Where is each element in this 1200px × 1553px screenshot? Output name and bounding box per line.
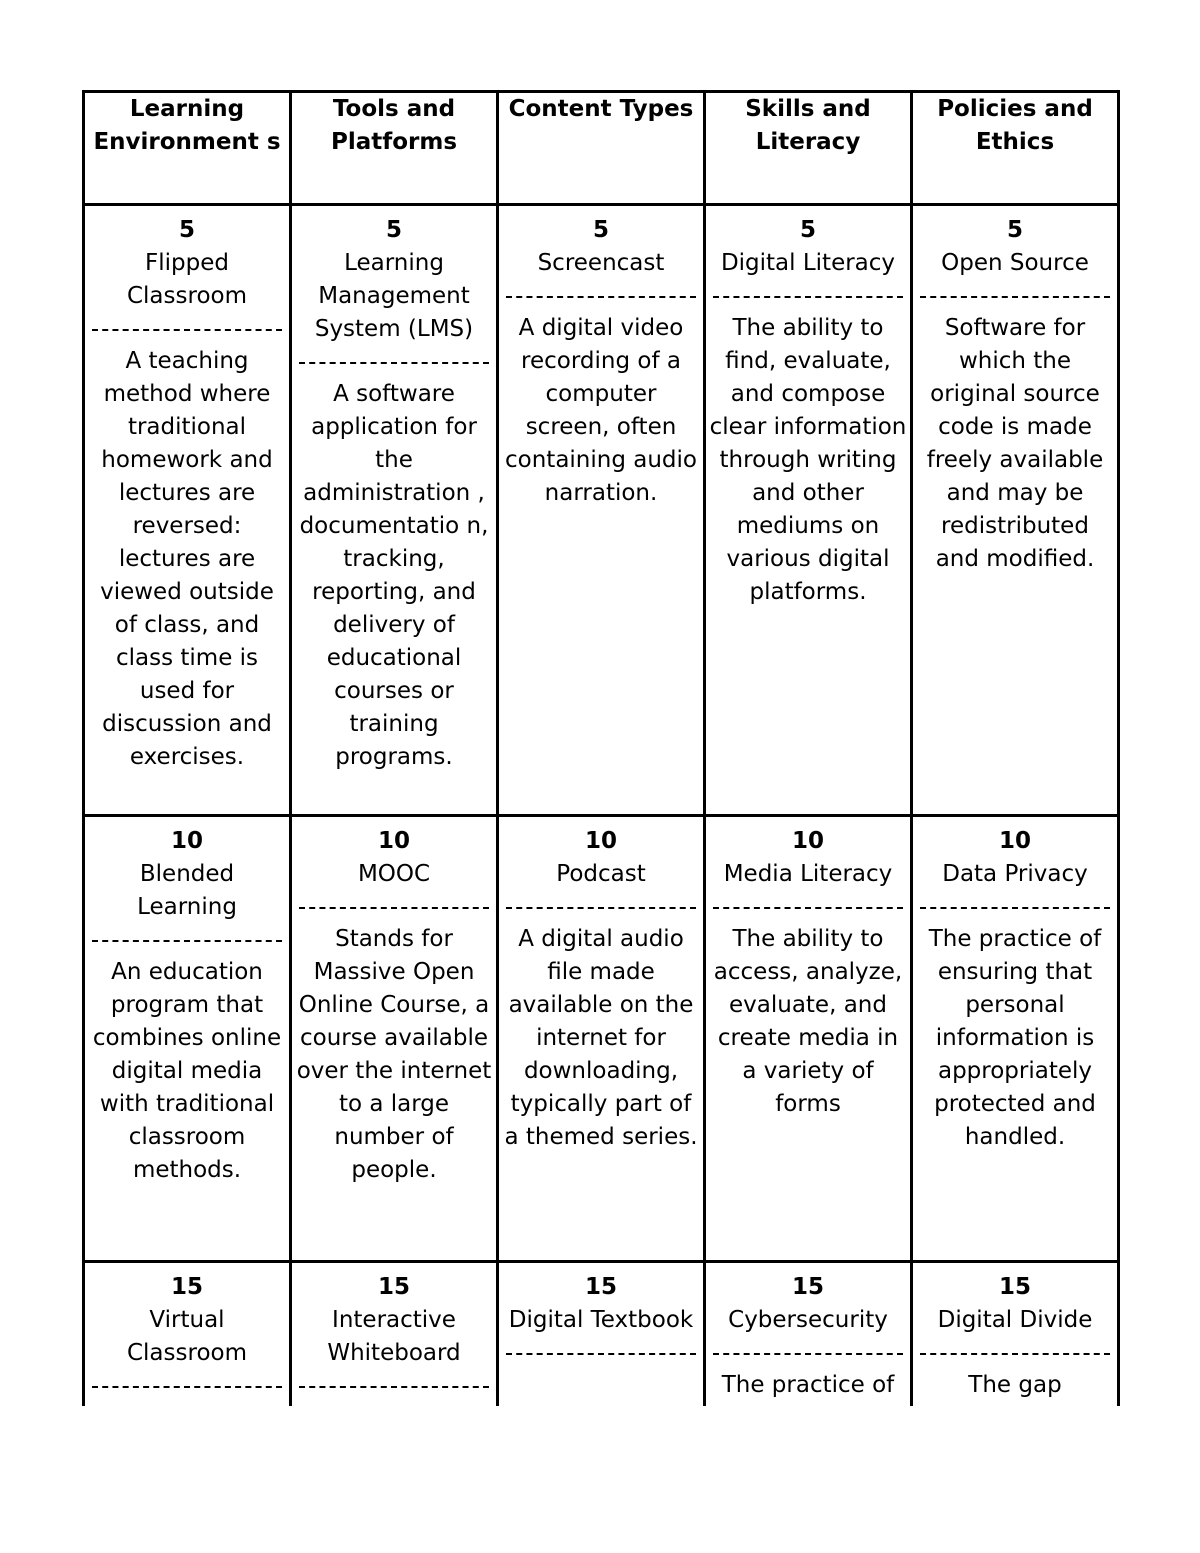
point-value: 10 (998, 828, 1031, 854)
point-value: 5 (1006, 217, 1023, 243)
term: Learning Management System (LMS) (314, 250, 474, 342)
separator (299, 907, 489, 909)
table-cell (84, 205, 291, 816)
term: Flipped Classroom (126, 250, 247, 309)
table-cell (912, 205, 1119, 816)
point-value: 5 (592, 217, 609, 243)
separator (920, 1353, 1110, 1355)
definition: A software application for the administration , documentatio n, tracking, reporting, and delivery of educational courses or training programs. (299, 381, 489, 770)
definition: A teaching method where traditional homework and lectures are reversed: lectures are viewed outside of class, and class time is used for discussion and exercises. (100, 348, 274, 770)
term: Podcast (556, 861, 646, 887)
separator (92, 1386, 282, 1388)
term: Interactive Whiteboard (327, 1307, 461, 1366)
definition: The practice of ensuring that personal information is appropriately protected and handled. (928, 926, 1102, 1150)
term: Screencast (537, 250, 665, 276)
point-value: 10 (170, 828, 203, 854)
header-row (84, 92, 1119, 205)
category-header: Learning Environment s (84, 92, 291, 205)
term: Virtual Classroom (126, 1307, 247, 1366)
term: Open Source (941, 250, 1089, 276)
separator (920, 296, 1110, 298)
definition: Software for which the original source code is made freely available and may be redistributed and modified. (926, 315, 1104, 572)
definition: A digital audio file made available on the internet for downloading, typically part of a themed series. (504, 926, 698, 1150)
definition: The ability to access, analyze, evaluate, and create media in a variety of forms (713, 926, 903, 1117)
separator (506, 1353, 696, 1355)
separator (92, 329, 282, 331)
table-cell (705, 816, 912, 1262)
term: Media Literacy (723, 861, 893, 887)
table-row (84, 1262, 1119, 1407)
separator (299, 362, 489, 364)
point-value: 5 (799, 217, 816, 243)
category-header: Policies and Ethics (912, 92, 1119, 205)
separator (92, 940, 282, 942)
separator (920, 907, 1110, 909)
term: Digital Divide (937, 1307, 1093, 1333)
definition: An education program that combines online digital media with traditional classroom methods. (92, 959, 282, 1183)
table-cell (705, 205, 912, 816)
definition: The practice of (721, 1372, 895, 1398)
term: Digital Textbook (508, 1307, 694, 1333)
point-value: 15 (791, 1274, 824, 1300)
separator (713, 1353, 903, 1355)
definition: A digital video recording of a computer screen, often containing audio narration. (505, 315, 697, 506)
separator (299, 1386, 489, 1388)
point-value: 10 (791, 828, 824, 854)
category-header: Tools and Platforms (291, 92, 498, 205)
category-header: Content Types (498, 92, 705, 205)
table-cell (498, 816, 705, 1262)
separator (506, 907, 696, 909)
definition: The gap (968, 1372, 1062, 1398)
table-cell (84, 1262, 291, 1407)
table-cell (84, 816, 291, 1262)
term: Cybersecurity (728, 1307, 888, 1333)
point-value: 10 (377, 828, 410, 854)
term: MOOC (357, 861, 431, 887)
term: Data Privacy (942, 861, 1088, 887)
definition: The ability to find, evaluate, and compose clear information through writing and other mediums on various digital platforms. (709, 315, 907, 605)
separator (506, 296, 696, 298)
separator (713, 296, 903, 298)
separator (713, 907, 903, 909)
definition: Stands for Massive Open Online Course, a course available over the internet to a large number of people. (296, 926, 492, 1183)
jeopardy-table (82, 90, 1120, 1406)
table-cell (912, 1262, 1119, 1407)
point-value: 10 (584, 828, 617, 854)
point-value: 15 (170, 1274, 203, 1300)
point-value: 15 (584, 1274, 617, 1300)
point-value: 15 (377, 1274, 410, 1300)
table-cell (291, 816, 498, 1262)
table-row (84, 205, 1119, 816)
page-area (80, 88, 1120, 1406)
table-cell (705, 1262, 912, 1407)
point-value: 5 (178, 217, 195, 243)
term: Blended Learning (137, 861, 237, 920)
table-row (84, 816, 1119, 1262)
point-value: 15 (998, 1274, 1031, 1300)
table-cell (291, 205, 498, 816)
term: Digital Literacy (720, 250, 896, 276)
point-value: 5 (385, 217, 402, 243)
table-cell (912, 816, 1119, 1262)
table-cell (498, 1262, 705, 1407)
category-header: Skills and Literacy (705, 92, 912, 205)
table-cell (291, 1262, 498, 1407)
table-cell (498, 205, 705, 816)
